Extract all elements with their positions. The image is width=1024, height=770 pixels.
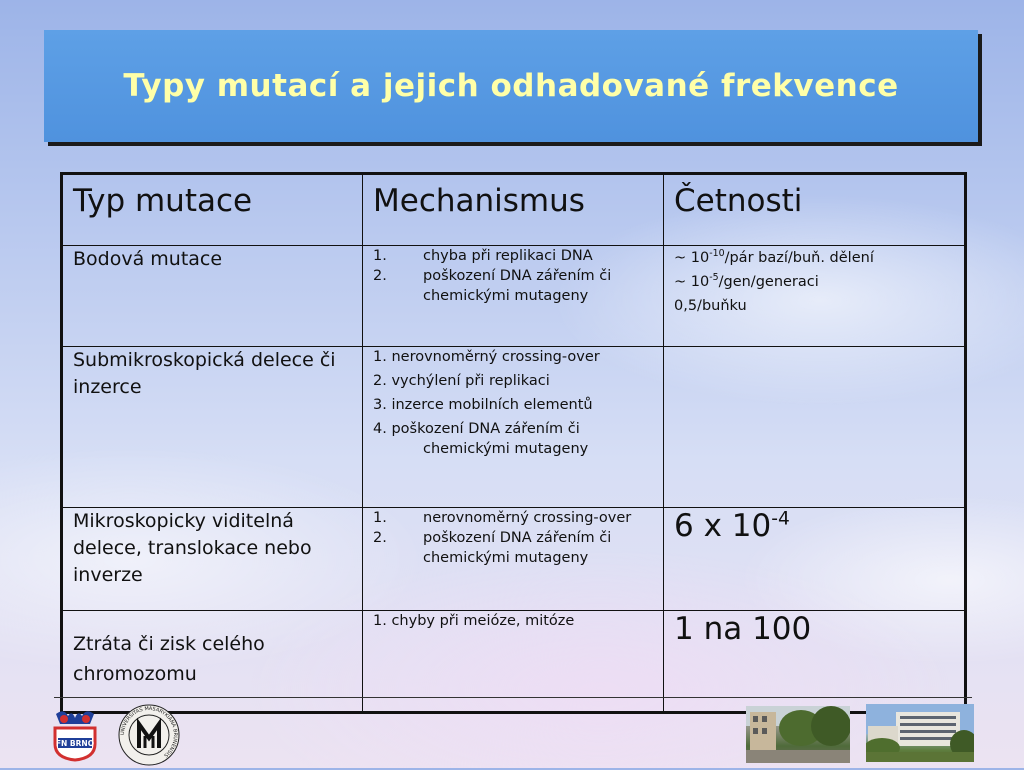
list-item: 2. vychýlení při replikaci	[373, 373, 550, 389]
header-typ-mutace: Typ mutace	[62, 174, 363, 246]
fn-brno-logo-graphic	[50, 706, 100, 762]
title-banner	[44, 30, 978, 142]
cell-type: Bodová mutace	[62, 246, 363, 347]
slide-title: Typy mutací a jejich odhadované frekvence	[123, 68, 899, 104]
header-mechanismus: Mechanismus	[363, 174, 664, 246]
svg-text:UNIVERSITAS MASARYKIANA BRUNEN: UNIVERSITAS MASARYKIANA BRUNENSIS	[119, 705, 179, 759]
mechanism-list	[373, 347, 653, 459]
cell-frequency: 1 na 100	[664, 611, 966, 713]
cell-frequency	[664, 347, 966, 508]
mechanism-list	[373, 246, 653, 306]
masaryk-seal-graphic	[118, 704, 180, 766]
cell-mechanism	[363, 347, 664, 508]
mechanism-list	[373, 508, 653, 568]
table-row	[62, 347, 966, 508]
freq-line: ~ $10^{-5}/gen$/generaci	[674, 272, 819, 290]
building-photo-street	[746, 706, 850, 763]
list-item: 3. inzerce mobilních elementů	[373, 397, 593, 413]
list-item: 2. poškození DNA zářením či chemickými mutageny	[373, 268, 612, 304]
mechanism-list	[373, 611, 653, 631]
freq-line: ~ $10^{-10}$/pár bazí/buň. dělení	[674, 248, 874, 266]
header-cetnosti: Četnosti	[664, 174, 966, 246]
cell-mechanism	[363, 508, 664, 611]
cell-frequency: 6 x $10^{-4}$	[664, 508, 966, 611]
footer-divider	[54, 697, 972, 698]
list-item: 1. chyba při replikaci DNA	[373, 248, 593, 264]
list-item: 4. poškození DNA zářením či chemickými mutageny	[373, 421, 589, 457]
svg-text:FN BRNO: FN BRNO	[55, 739, 95, 748]
list-item: 1. chyby při meióze, mitóze	[373, 613, 575, 629]
cell-mechanism	[363, 246, 664, 347]
list-item: 1. nerovnoměrný crossing-over	[373, 349, 600, 365]
table-header-row	[62, 174, 966, 246]
mutation-table	[60, 172, 967, 714]
cell-frequency	[664, 246, 966, 347]
list-item: 1. nerovnoměrný crossing-over	[373, 510, 632, 526]
list-item: 2. poškození DNA zářením či chemickými mutageny	[373, 530, 612, 566]
table-row	[62, 508, 966, 611]
masaryk-university-seal	[118, 704, 180, 766]
cell-type: Mikroskopicky viditelná delece, translokace nebo inverze	[62, 508, 363, 611]
cell-type: Ztráta či zisk celého chromozomu	[62, 611, 363, 713]
freq-line: 0,5/buňku	[674, 298, 747, 314]
cell-type: Submikroskopická delece či inzerce	[62, 347, 363, 508]
building-photo-hospital	[866, 704, 974, 762]
table-row	[62, 246, 966, 347]
fn-brno-logo	[50, 706, 100, 762]
